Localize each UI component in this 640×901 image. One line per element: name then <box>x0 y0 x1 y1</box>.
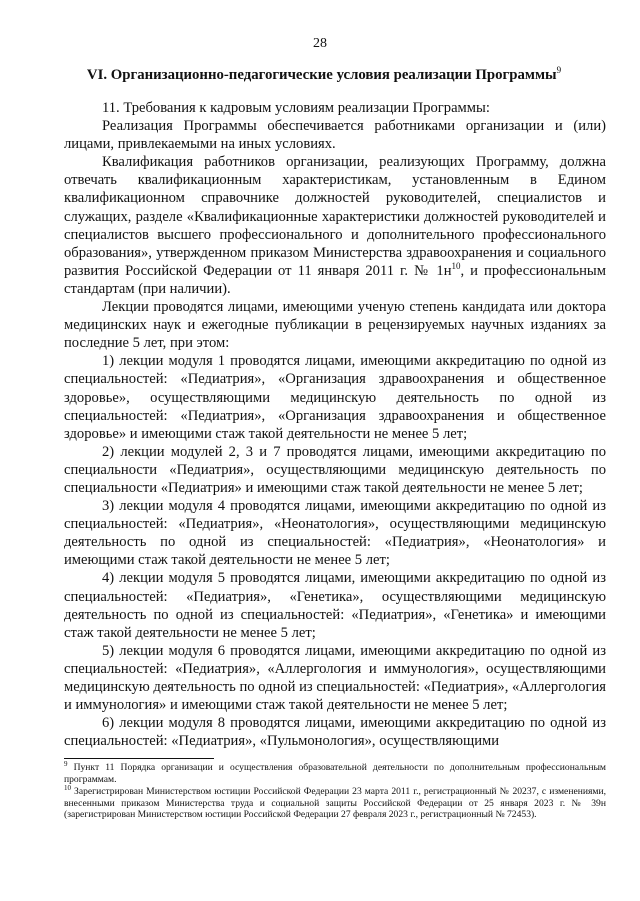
footnote-divider <box>64 758 214 759</box>
paragraph: 11. Требования к кадровым условиям реализации Программы: <box>102 100 490 116</box>
footnotes <box>64 759 606 822</box>
footnote-ref: 10 <box>451 260 461 271</box>
list-item: 4) лекции модуля 5 проводятся лицами, имеющими аккредитацию по одной из специальностей: «Педиатрия», «Генетика», осуществляющими медицинскую деятельность по одной из специальностей: «Педиатрия», «Генетика» и имеющими стаж такой деятельности не менее 5 лет; <box>64 570 606 641</box>
heading-footnote-mark: 9 <box>556 65 562 76</box>
paragraph: Квалификация работников организации, реализующих Программу, должна отвечать квалификационным характеристикам, установленным в Едином квалификационном справочнике должностей руководителей, специалистов и служащих, разделе «Квалификационные характеристики должностей руководителей и специалистов высшего профессионального и дополнительного профессионального образования», утвержденном приказом Министерства здравоохранения и социального развития Российской Федерации от 11 января 2011 г. № $1н^{10}$, и профессиональным стандартам (при наличии). <box>64 154 606 297</box>
section-heading <box>64 66 584 84</box>
body-text <box>64 99 606 750</box>
list-item: 5) лекции модуля 6 проводятся лицами, имеющими аккредитацию по одной из специальностей: «Педиатрия», «Аллергология и иммунология», осуществляющими медицинскую деятельность по одной из специальностей: «Педиатрия», «Аллергология и иммунология» и имеющими стаж такой деятельности не менее 5 лет; <box>64 642 606 714</box>
section-heading-text: VI. Организационно-педагогические условия реализации Программы <box>86 67 557 83</box>
footnote: $^9$ Пункт 11 Порядка организации и осуществления образовательной деятельности по дополнительным профессиональным программам. <box>64 759 606 785</box>
list-item: 3) лекции модуля 4 проводятся лицами, имеющими аккредитацию по одной из специальностей: «Педиатрия», «Неонатология», осуществляющими медицинскую деятельность по одной из специальностей: «Педиатрия», «Неонатология» и имеющими стаж такой деятельности не менее 5 лет; <box>64 498 606 569</box>
page-number: 28 <box>313 36 327 51</box>
list-item: 2) лекции модулей 2, 3 и 7 проводятся лицами, имеющими аккредитацию по специальности «Педиатрия», осуществляющими медицинскую деятельность по специальности «Педиатрия» и имеющими стаж такой деятельности не менее 5 лет; <box>64 443 606 496</box>
paragraph: Лекции проводятся лицами, имеющими ученую степень кандидата или доктора медицинских наук и ежегодные публикации в рецензируемых научных изданиях за последние 5 лет, при этом: <box>64 299 606 352</box>
list-item: 1) лекции модуля 1 проводятся лицами, имеющими аккредитацию по одной из специальностей: «Педиатрия», «Организация здравоохранения и общественное здоровье», осуществляющими медицинскую деятельность по одной из специальностей: «Педиатрия», «Организация здравоохранения и общественное здоровье» и имеющими стаж такой деятельности не менее 5 лет; <box>64 353 606 442</box>
footnote: $^{10}$ Зарегистрирован Министерством юстиции Российской Федерации 23 марта 2011 г., регистрационный № 20237, с изменениями, внесенными приказом Министерства труда и социальной защиты Российской Федерации от 25 января 2023 г. № 39н (зарегистрирован Министерством юстиции Российской Федерации 27 февраля 2023 г., регистрационный № 72453). <box>64 784 606 821</box>
paragraph: Реализация Программы обеспечивается работниками организации и (или) лицами, привлекаемыми на иных условиях. <box>64 118 606 153</box>
list-item: 6) лекции модуля 8 проводятся лицами, имеющими аккредитацию по одной из специальностей: «Педиатрия», «Пульмонология», осуществляющими <box>64 715 606 750</box>
